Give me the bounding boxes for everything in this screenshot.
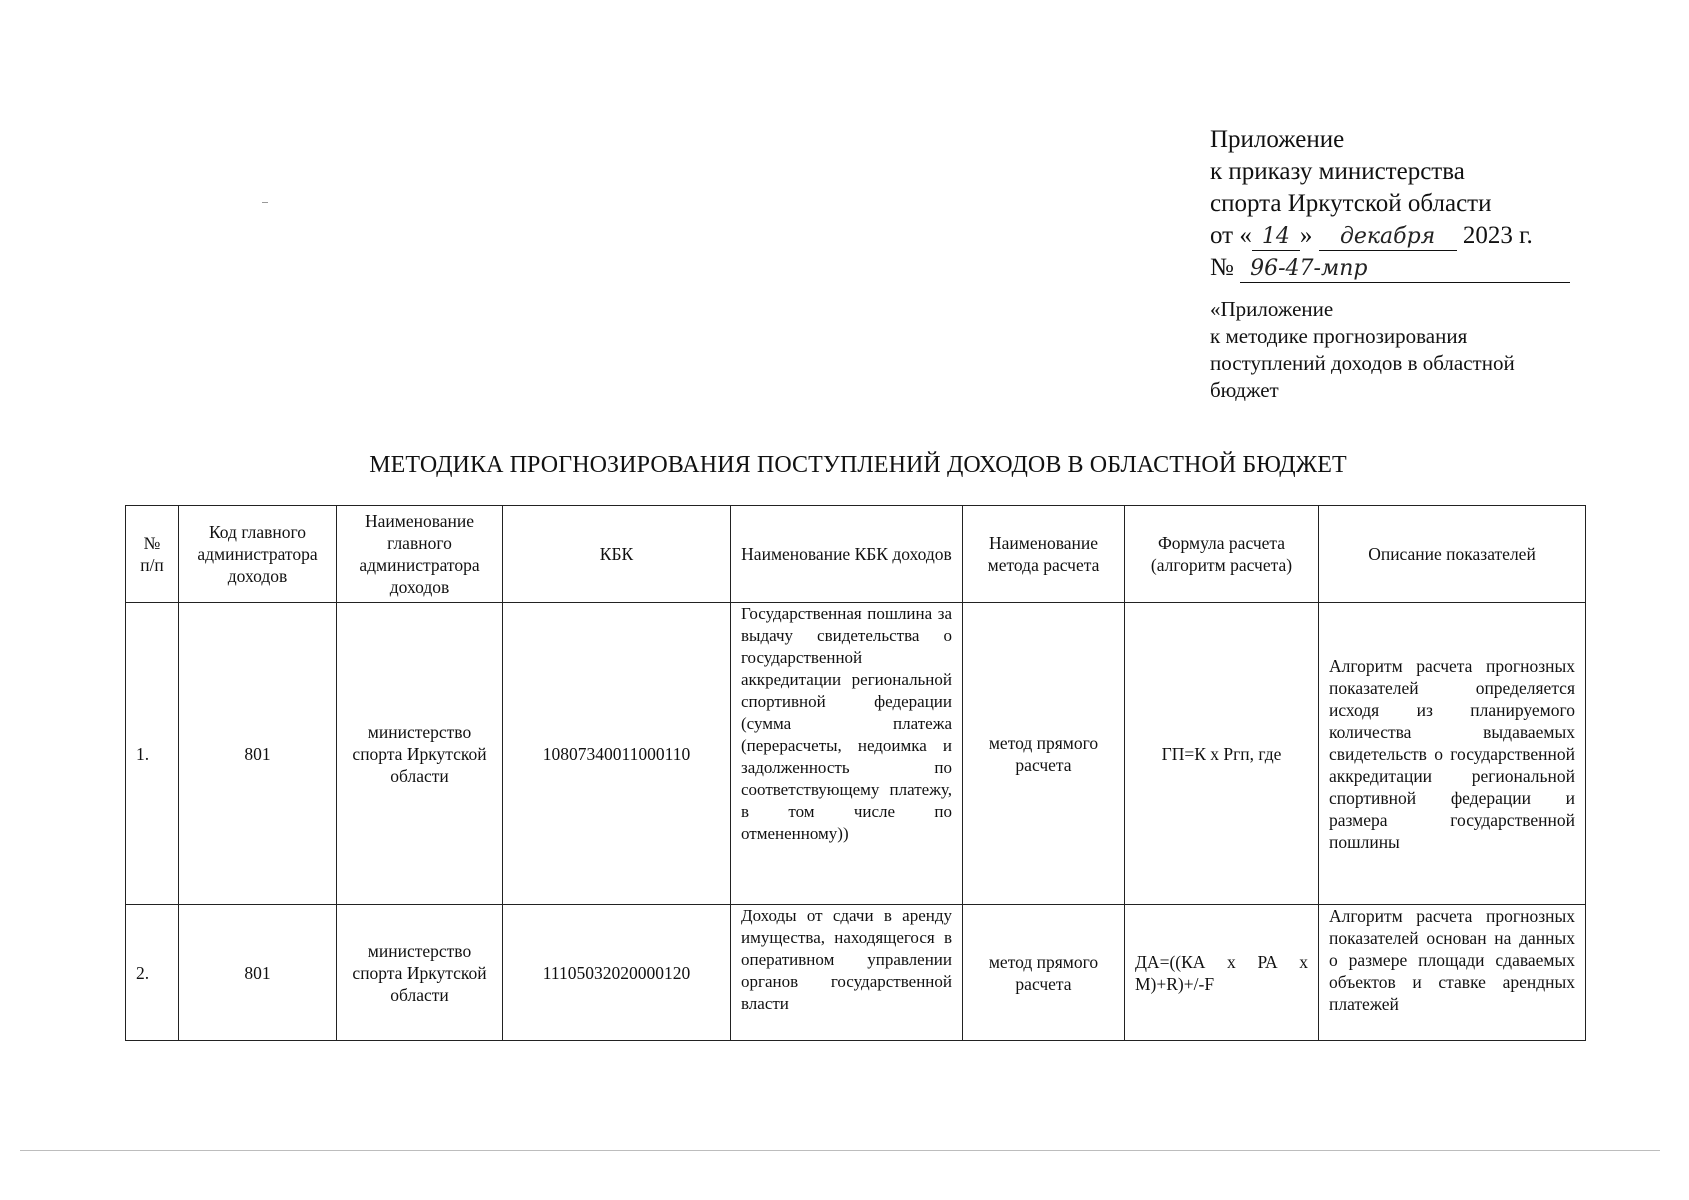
cell-admin-code: 801: [179, 905, 337, 1041]
table-row: [126, 603, 1586, 905]
cell-admin-code: 801: [179, 603, 337, 905]
scan-speck: [262, 202, 268, 203]
col-header-admin-name: Наименование главного администратора доходов: [337, 506, 503, 603]
cell-kbk: 10807340011000110: [503, 603, 731, 905]
cell-method: метод прямого расчета: [963, 905, 1125, 1041]
cell-num: 2.: [126, 905, 179, 1041]
cell-method: метод прямого расчета: [963, 603, 1125, 905]
cell-num: 1.: [126, 603, 179, 905]
appendix-header: [1210, 124, 1590, 284]
sub-line-3: поступлений доходов в областной: [1210, 351, 1515, 375]
sub-line-1: «Приложение: [1210, 297, 1334, 321]
date-year: 2023 г.: [1462, 222, 1533, 249]
col-header-admin-code: Код главного администратора доходов: [179, 506, 337, 603]
date-month-handwritten: декабря: [1319, 224, 1457, 251]
col-header-num: № п/п: [126, 506, 179, 603]
col-header-method: Наименование метода расчета: [963, 506, 1125, 603]
order-number-handwritten: 96-47-мпр: [1240, 256, 1570, 283]
methodology-appendix-header: [1210, 296, 1590, 404]
date-day-handwritten: 14: [1252, 224, 1300, 251]
col-header-kbk-name: Наименование КБК доходов: [731, 506, 963, 603]
cell-description: Алгоритм расчета прогнозных показателей определяется исходя из планируемого количества выдаваемых свидетельств о государственной аккредитации региональной спортивной федерации и размера государственной пошлины: [1319, 603, 1586, 905]
appendix-line-3: спорта Иркутской области: [1210, 190, 1492, 217]
order-date-line: [1210, 220, 1590, 252]
cell-description: Алгоритм расчета прогнозных показателей основан на данных о размере площади сдаваемых объектов и ставке арендных платежей: [1319, 905, 1586, 1041]
col-header-formula: Формула расчета (алгоритм расчета): [1125, 506, 1319, 603]
table-header-row: [126, 506, 1586, 603]
date-prefix: от «: [1210, 222, 1252, 249]
appendix-line-1: Приложение: [1210, 126, 1345, 153]
col-header-kbk: КБК: [503, 506, 731, 603]
sub-line-4: бюджет: [1210, 378, 1279, 402]
scan-edge-line: [20, 1150, 1660, 1151]
col-header-description: Описание показателей: [1319, 506, 1586, 603]
cell-kbk: 11105032020000120: [503, 905, 731, 1041]
cell-formula: ДА=((КА х РА х М)+R)+/-F: [1125, 905, 1319, 1041]
cell-admin-name: министерство спорта Иркутской области: [337, 905, 503, 1041]
cell-formula: ГП=К х Ргп, где: [1125, 603, 1319, 905]
date-mid: »: [1299, 222, 1313, 249]
document-title: МЕТОДИКА ПРОГНОЗИРОВАНИЯ ПОСТУПЛЕНИЙ ДОХОДОВ В ОБЛАСТНОЙ БЮДЖЕТ: [369, 452, 1347, 478]
revenue-methodology-table: [125, 505, 1586, 1041]
order-number-line: [1210, 252, 1590, 284]
cell-kbk-name: Доходы от сдачи в аренду имущества, находящегося в оперативном управлении органов государственной власти: [731, 905, 963, 1041]
sub-line-2: к методике прогнозирования: [1210, 324, 1468, 348]
cell-admin-name: министерство спорта Иркутской области: [337, 603, 503, 905]
table-row: [126, 905, 1586, 1041]
number-prefix: №: [1210, 254, 1234, 281]
appendix-line-2: к приказу министерства: [1210, 158, 1465, 185]
cell-kbk-name: Государственная пошлина за выдачу свидетельства о государственной аккредитации региональной спортивной федерации (сумма платежа (перерасчеты, недоимка и задолженность по соответствующему платежу, в том числе по отмененному)): [731, 603, 963, 905]
